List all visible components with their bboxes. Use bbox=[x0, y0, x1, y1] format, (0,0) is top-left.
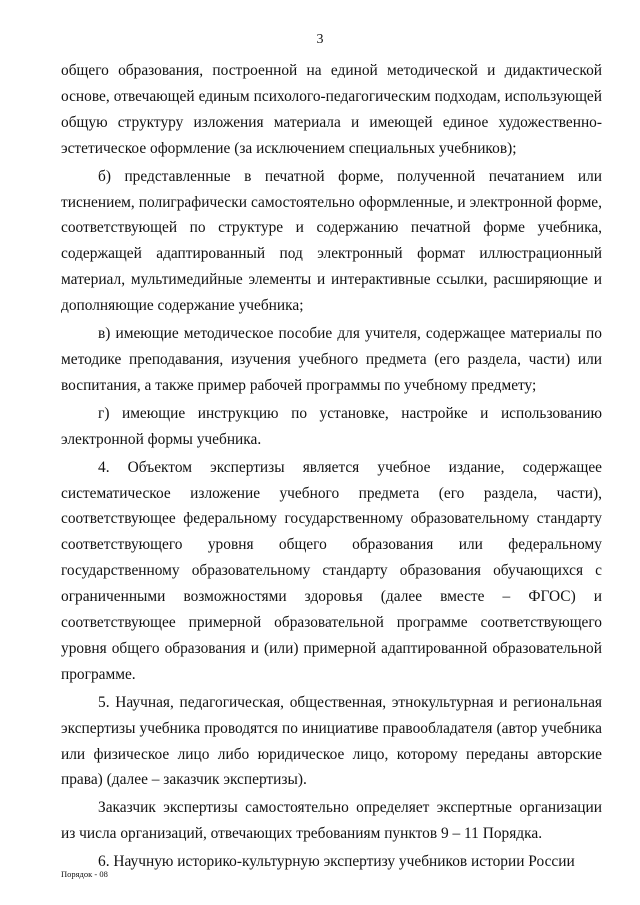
footer-label: Порядок - 08 bbox=[61, 869, 108, 879]
paragraph-item-g: г) имеющие инструкцию по установке, настройке и использованию электронной формы учебника. bbox=[61, 404, 602, 448]
page-number: 3 bbox=[316, 32, 324, 47]
paragraph-continuation: общего образования, построенной на единой методической и дидактической основе, отвечающей единым психолого-педагогическим подходам, использующей общую структуру изложения материала и имеющей единое художественно-эстетическое оформление (за исключением специальных учебников); bbox=[61, 62, 602, 157]
paragraph-customer: Заказчик экспертизы самостоятельно определяет экспертные организации из числа организаций, отвечающих требованиям пунктов 9 – 11 Порядка. bbox=[61, 799, 602, 843]
paragraph-item-v: в) имеющие методическое пособие для учителя, содержащее материалы по методике преподавания, изучения учебного предмета (его раздела, части) или воспитания, а также пример рабочей программы по учебному предмету; bbox=[61, 325, 602, 394]
paragraph-item-b: б) представленные в печатной форме, полученной печатанием или тиснением, полиграфически самостоятельно оформленные, и электронной форме, соответствующей по структуре и содержанию печатной форме учебника, содержащей адаптированный под электронный формат иллюстрационный материал, мультимедийные элементы и интерактивные ссылки, расширяющие и дополняющие содержание учебника; bbox=[61, 167, 602, 315]
paragraph-6: 6. Научную историко-культурную экспертизу учебников истории России bbox=[98, 853, 575, 871]
paragraph-4: 4. Объектом экспертизы является учебное издание, содержащее систематическое изложение учебного предмета (его раздела, части), соответствующее федеральному государственному образовательному стандарту соответствующего уровня общего образования или федеральному государственному образовательному стандарту образования обучающихся с ограниченными возможностями здоровья (далее вместе – ФГОС) и соответствующее примерной образовательной программе соответствующего уровня общего образования и (или) примерной адаптированной образовательной программе. bbox=[61, 458, 602, 683]
paragraph-5: 5. Научная, педагогическая, общественная, этнокультурная и региональная экспертизы учебника проводятся по инициативе правообладателя (автор учебника или физическое лицо либо юридическое лицо, которому переданы авторские права) (далее – заказчик экспертизы). bbox=[61, 693, 602, 789]
document-body bbox=[61, 58, 602, 875]
